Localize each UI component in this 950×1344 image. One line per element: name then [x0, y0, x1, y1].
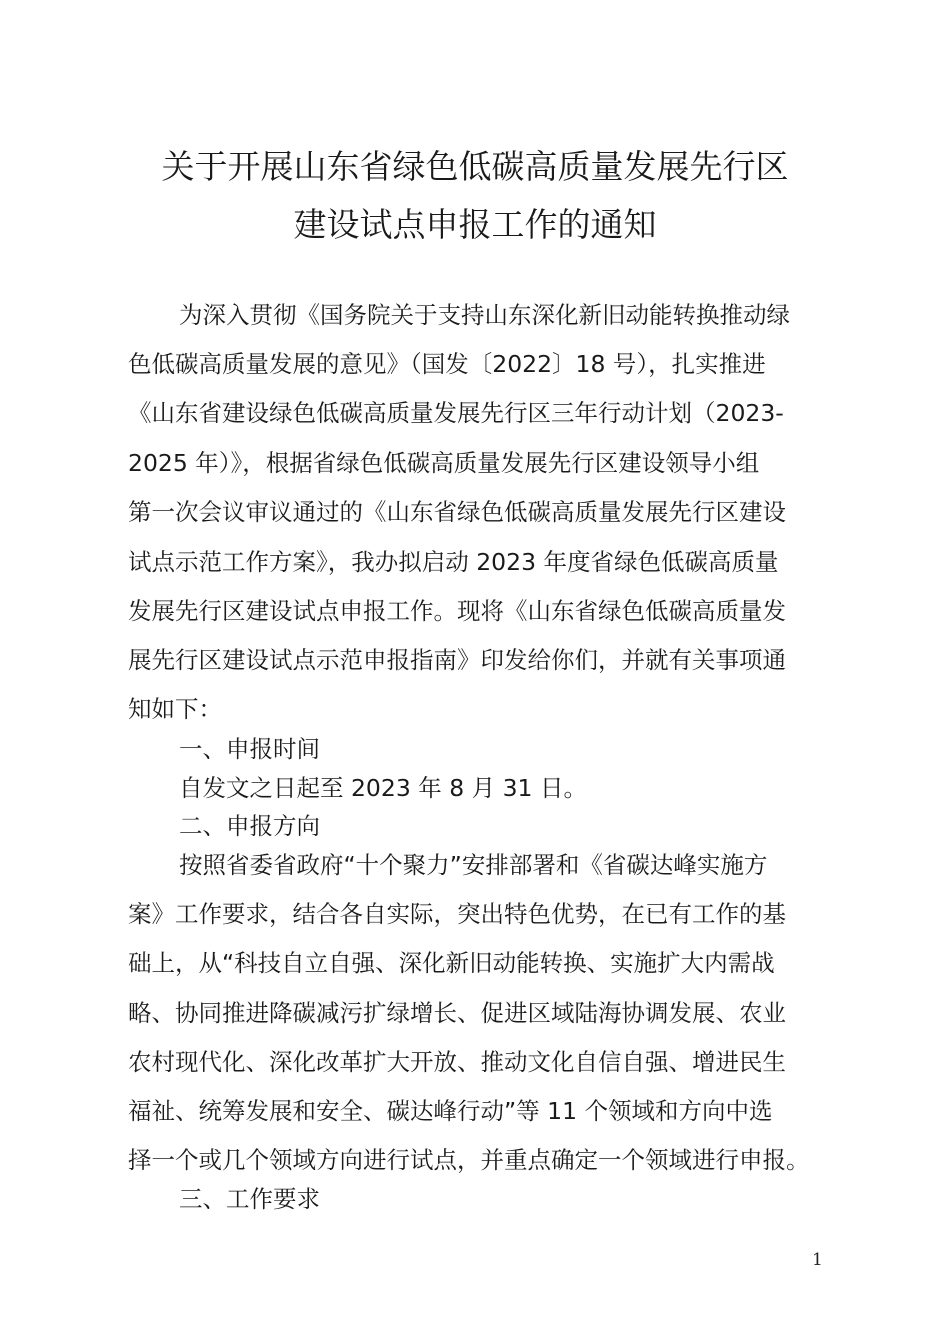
title-line-1: 关于开展山东省绿色低碳高质量发展先行区 [161, 147, 789, 186]
body-line: 《山东省建设绿色低碳高质量发展先行区三年行动计划（2023- [128, 399, 784, 427]
body-line: 第一次会议审议通过的《山东省绿色低碳高质量发展先行区建设 [128, 498, 786, 526]
body-line: 展先行区建设试点示范申报指南》印发给你们，并就有关事项通 [128, 646, 786, 674]
body-line: 二、申报方向 [179, 812, 320, 840]
body-line: 发展先行区建设试点申报工作。现将《山东省绿色低碳高质量发 [128, 597, 786, 625]
body-line: 择一个或几个领域方向进行试点，并重点确定一个领域进行申报。 [128, 1146, 810, 1174]
body-line: 试点示范工作方案》，我办拟启动 2023 年度省绿色低碳高质量 [128, 548, 779, 576]
body-line: 础上，从“科技自立自强、深化新旧动能转换、实施扩大内需战 [128, 949, 775, 977]
body-line: 自发文之日起至 2023 年 8 月 31 日。 [179, 774, 587, 802]
body-line: 一、申报时间 [179, 735, 320, 763]
page-number: 1 [812, 1250, 823, 1270]
body-line: 按照省委省政府“十个聚力”安排部署和《省碳达峰实施方 [179, 851, 768, 879]
body-line: 福祉、统筹发展和安全、碳达峰行动”等 11 个领域和方向中选 [128, 1097, 773, 1125]
body-line: 案》工作要求，结合各自实际，突出特色优势，在已有工作的基 [128, 900, 786, 928]
document-title [0, 138, 950, 254]
body-line: 知如下： [128, 695, 222, 723]
body-line: 略、协同推进降碳减污扩绿增长、促进区域陆海协调发展、农业 [128, 999, 786, 1027]
body-line: 农村现代化、深化改革扩大开放、推动文化自信自强、增进民生 [128, 1048, 786, 1076]
body-line: 为深入贯彻《国务院关于支持山东深化新旧动能转换推动绿 [179, 301, 790, 329]
body-line: 2025 年）》，根据省绿色低碳高质量发展先行区建设领导小组 [128, 449, 760, 477]
body-line: 三、工作要求 [179, 1185, 320, 1213]
title-line-2: 建设试点申报工作的通知 [293, 205, 657, 244]
body-line: 色低碳高质量发展的意见》（国发〔2022〕18 号），扎实推进 [128, 350, 766, 378]
